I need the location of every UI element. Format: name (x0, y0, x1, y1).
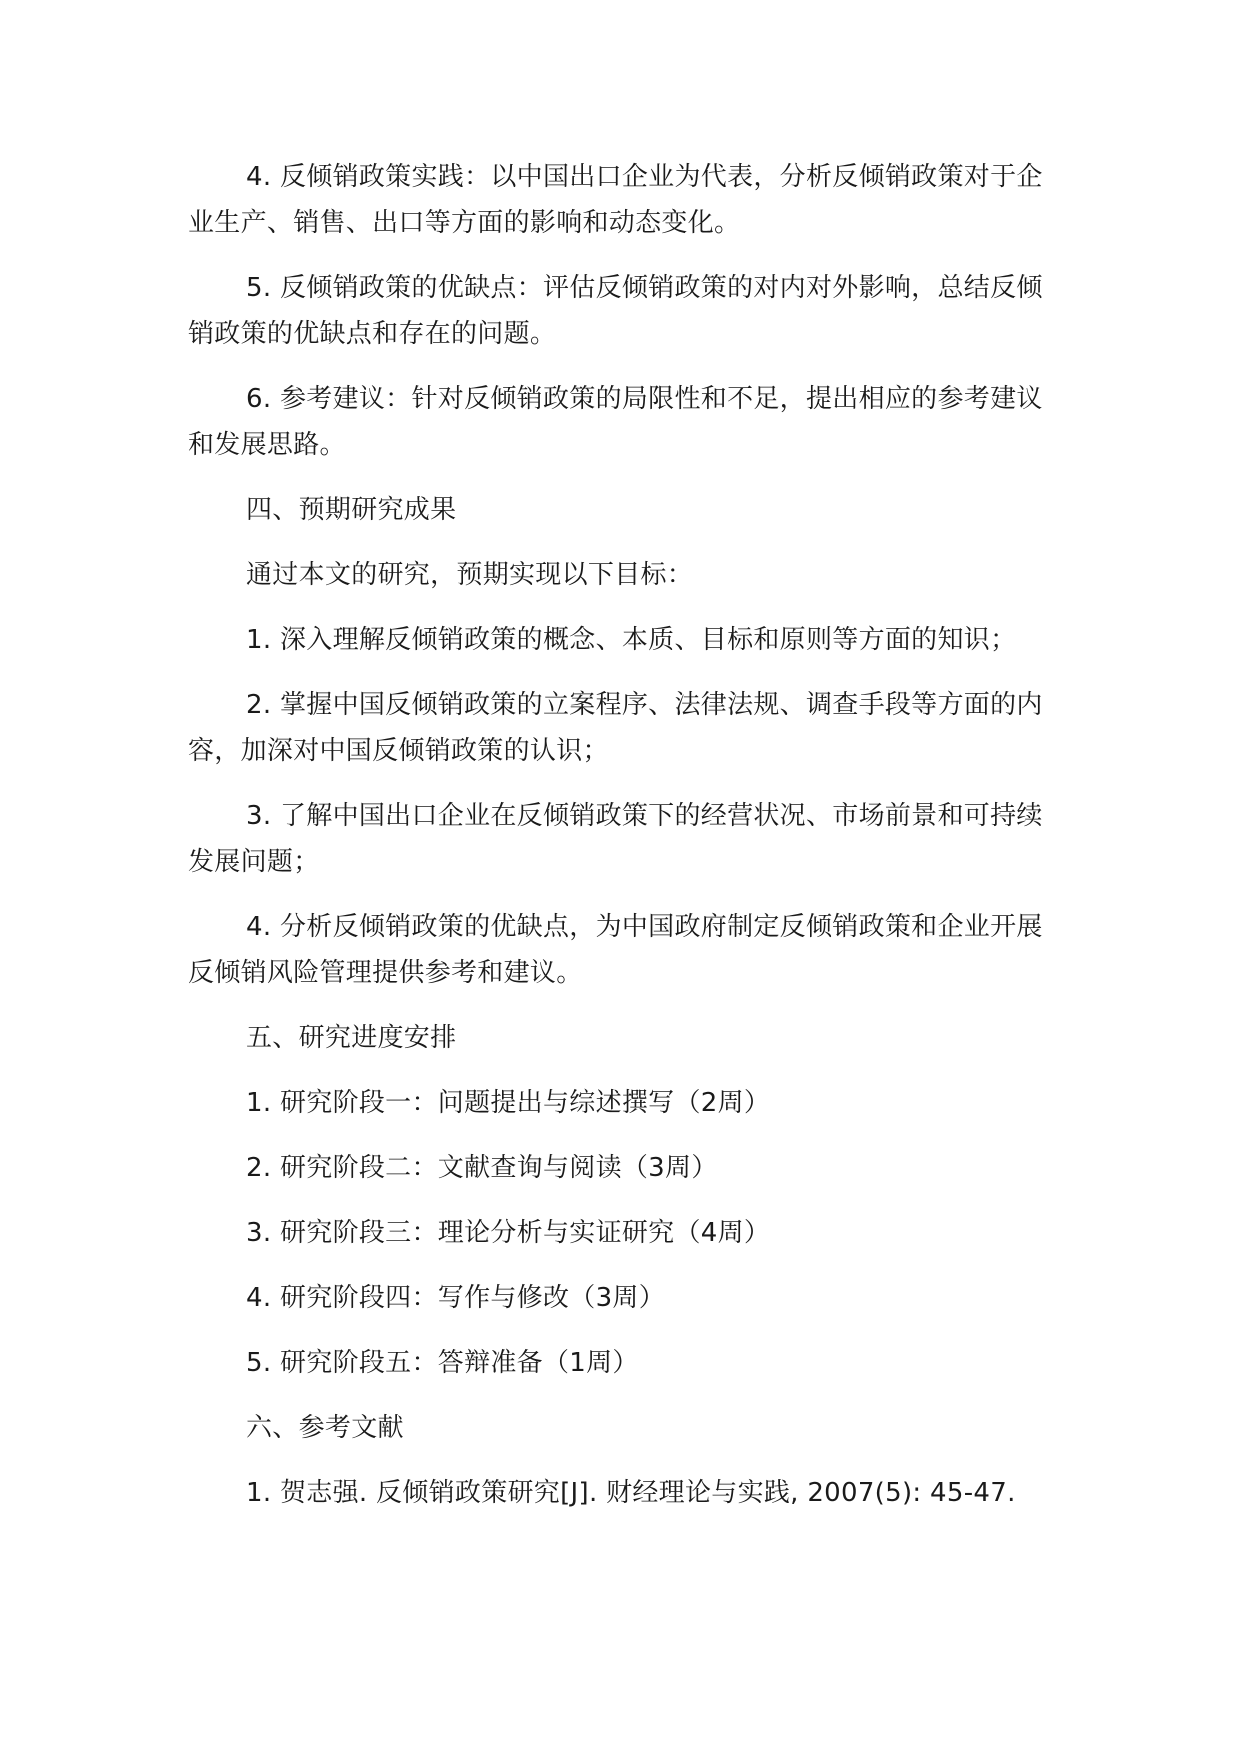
list-item-goal-1: 1. 深入理解反倾销政策的概念、本质、目标和原则等方面的知识； (246, 625, 1017, 655)
list-item-stage-4: 4. 研究阶段四：写作与修改（3周） (246, 1283, 666, 1313)
paragraph-policy-practice: 4. 反倾销政策实践：以中国出口企业为代表，分析反倾销政策对于企业生产、销售、出口等方面的影响和动态变化。 (188, 162, 1043, 238)
reference-item-1: 1. 贺志强. 反倾销政策研究[J]. 财经理论与实践, 2007(5): 45-47. (246, 1478, 1016, 1508)
list-item-stage-5: 5. 研究阶段五：答辩准备（1周） (246, 1348, 639, 1378)
paragraph-goals-intro: 通过本文的研究，预期实现以下目标： (246, 560, 694, 590)
list-item-stage-2: 2. 研究阶段二：文献查询与阅读（3周） (246, 1153, 718, 1183)
section-heading-references: 六、参考文献 (246, 1413, 404, 1443)
list-item-goal-3: 3. 了解中国出口企业在反倾销政策下的经营状况、市场前景和可持续发展问题； (188, 801, 1043, 877)
list-item-stage-1: 1. 研究阶段一：问题提出与综述撰写（2周） (246, 1088, 771, 1118)
section-heading-schedule: 五、研究进度安排 (246, 1023, 457, 1053)
section-heading-expected-results: 四、预期研究成果 (246, 495, 457, 525)
paragraph-suggestions: 6. 参考建议：针对反倾销政策的局限性和不足，提出相应的参考建议和发展思路。 (188, 384, 1043, 460)
list-item-goal-4: 4. 分析反倾销政策的优缺点，为中国政府制定反倾销政策和企业开展反倾销风险管理提供参考和建议。 (188, 912, 1043, 988)
document-body (188, 154, 1044, 1535)
list-item-goal-2: 2. 掌握中国反倾销政策的立案程序、法律法规、调查手段等方面的内容，加深对中国反倾销政策的认识； (188, 690, 1043, 766)
list-item-stage-3: 3. 研究阶段三：理论分析与实证研究（4周） (246, 1218, 771, 1248)
paragraph-pros-cons: 5. 反倾销政策的优缺点：评估反倾销政策的对内对外影响，总结反倾销政策的优缺点和存在的问题。 (188, 273, 1043, 349)
